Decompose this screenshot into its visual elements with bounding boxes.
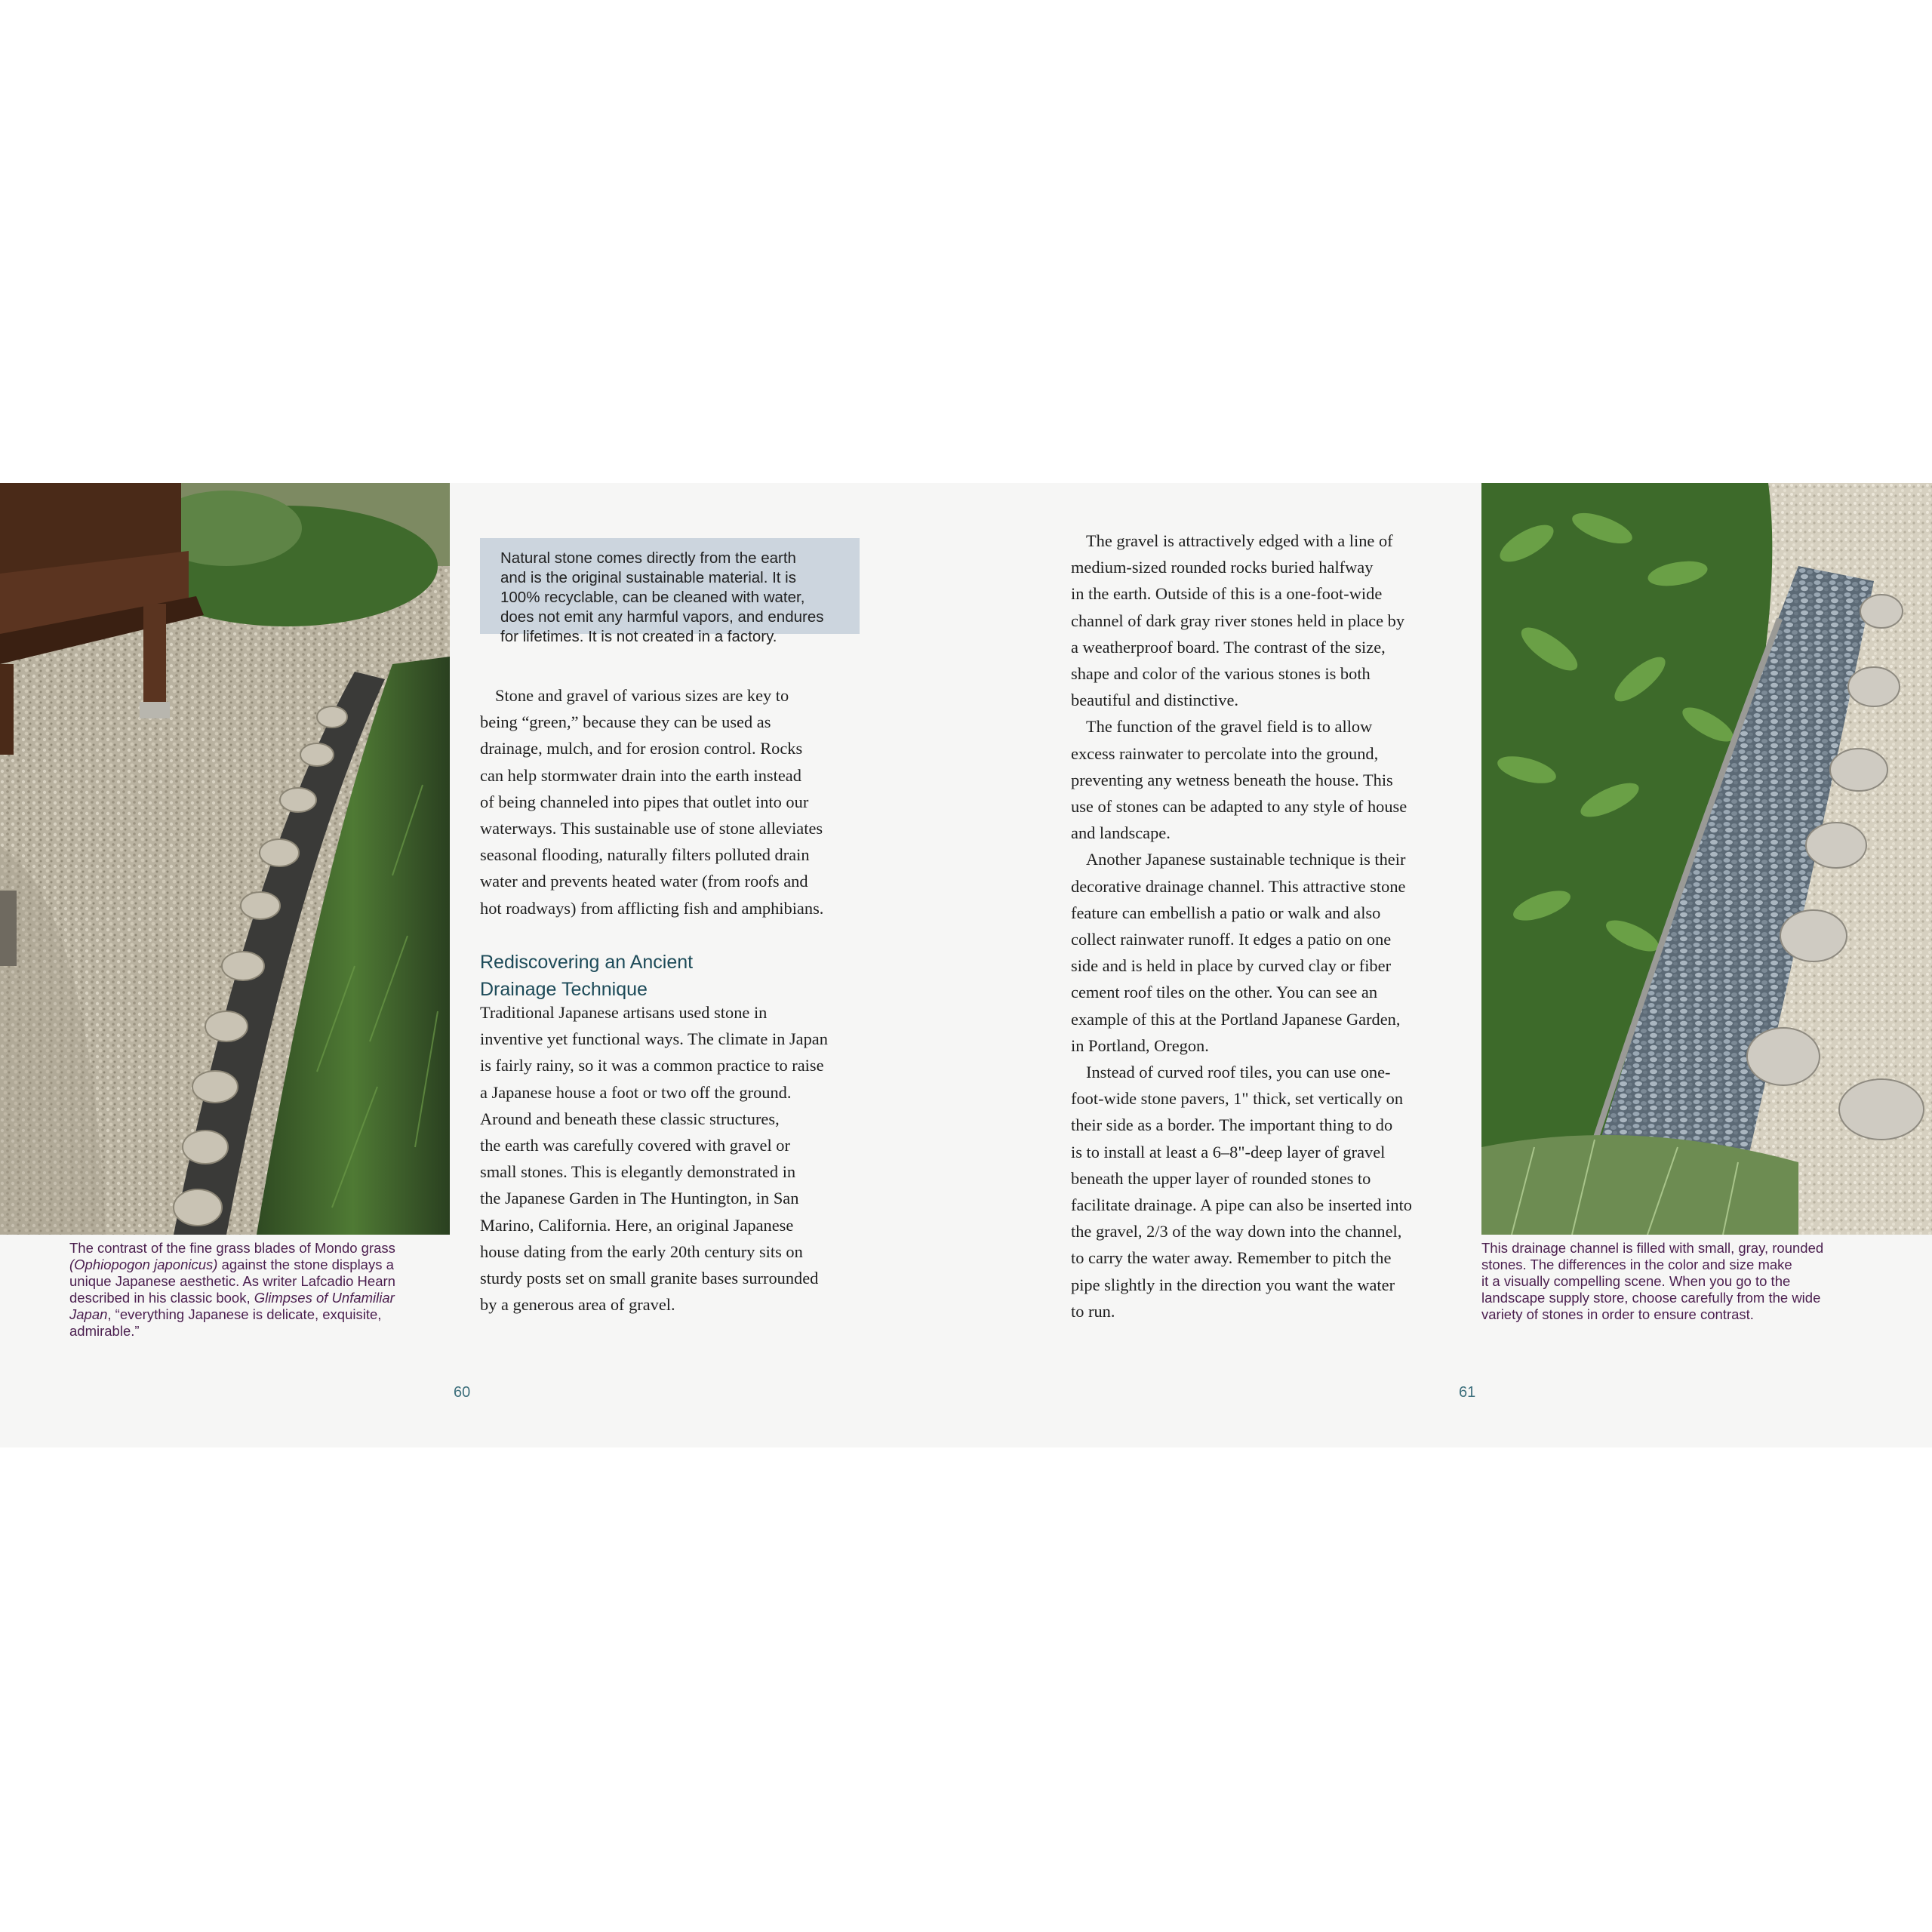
text-line: The function of the gravel field is to allow: [1086, 717, 1373, 737]
text-line: is fairly rainy, so it was a common practice to raise: [480, 1056, 824, 1075]
text-line: side and is held in place by curved clay or fiber: [1071, 956, 1392, 976]
text-line: shape and color of the various stones is both: [1071, 664, 1371, 684]
right-photo-caption: [1481, 1240, 1874, 1323]
sustainability-sidebar: [480, 538, 860, 645]
caption-text: , “everything Japanese is delicate, exquisite,: [107, 1306, 382, 1322]
caption-line: [69, 1306, 444, 1323]
drainage-channel-photo: [1481, 483, 1932, 1235]
caption-line: stones. The differences in the color and size make: [1481, 1257, 1792, 1272]
text-line: the earth was carefully covered with gravel or: [480, 1136, 790, 1155]
sidebar-line: does not emit any harmful vapors, and endures: [500, 608, 824, 626]
text-line: hot roadways) from afflicting fish and amphibians.: [480, 898, 824, 918]
text-line: in Portland, Oregon.: [1071, 1035, 1209, 1055]
left-body-text-2: [480, 999, 857, 1318]
caption-line: The contrast of the fine grass blades of Mondo grass: [69, 1240, 395, 1256]
text-line: their side as a border. The important thing to do: [1071, 1115, 1393, 1135]
text-line: Another Japanese sustainable technique is their: [1086, 850, 1406, 869]
page-number-left: 60: [454, 1384, 471, 1401]
text-line: pipe slightly in the direction you want the water: [1071, 1275, 1395, 1294]
sidebar-line: and is the original sustainable material. It is: [500, 569, 796, 586]
text-line: use of stones can be adapted to any style of house: [1071, 797, 1407, 817]
sidebar-line: for lifetimes. It is not created in a factory.: [500, 628, 777, 645]
text-line: to carry the water away. Remember to pitch the: [1071, 1248, 1392, 1268]
text-line: in the earth. Outside of this is a one-foot-wide: [1071, 584, 1383, 604]
heading-line: Rediscovering an Ancient: [480, 952, 694, 973]
text-line: sturdy posts set on small granite bases surrounded: [480, 1269, 819, 1288]
caption-line: [69, 1290, 444, 1306]
text-line: cement roof tiles on the other. You can see an: [1071, 983, 1378, 1002]
text-line: the gravel, 2/3 of the way down into the channel,: [1071, 1222, 1402, 1241]
caption-line: [69, 1257, 444, 1273]
caption-line: it a visually compelling scene. When you go to the: [1481, 1273, 1791, 1289]
text-line: water and prevents heated water (from roofs and: [480, 872, 808, 891]
left-body-text: [480, 682, 857, 921]
caption-text: against the stone displays a: [217, 1257, 394, 1272]
text-line: to run.: [1071, 1301, 1115, 1321]
caption-italic: Japan: [69, 1306, 108, 1322]
text-line: Around and beneath these classic structures,: [480, 1109, 780, 1128]
text-line: the Japanese Garden in The Huntington, in San: [480, 1189, 799, 1208]
text-line: beautiful and distinctive.: [1071, 691, 1238, 710]
text-line: Marino, California. Here, an original Japanese: [480, 1215, 794, 1235]
text-line: house dating from the early 20th century sits on: [480, 1241, 803, 1261]
caption-line: admirable.”: [69, 1323, 140, 1339]
caption-italic: Glimpses of Unfamiliar: [254, 1290, 395, 1306]
text-line: a weatherproof board. The contrast of the size,: [1071, 637, 1386, 657]
text-line: facilitate drainage. A pipe can also be inserted into: [1071, 1195, 1412, 1215]
text-line: channel of dark gray river stones held in place by: [1071, 611, 1405, 630]
text-line: being “green,” because they can be used as: [480, 712, 771, 732]
right-body-text: [1071, 528, 1448, 1324]
garden-gravel-photo: [0, 483, 450, 1235]
text-line: The gravel is attractively edged with a line of: [1086, 531, 1393, 550]
text-line: a Japanese house a foot or two off the ground.: [480, 1082, 792, 1102]
text-line: inventive yet functional ways. The climate in Japan: [480, 1029, 828, 1049]
caption-line: This drainage channel is filled with small, gray, rounded: [1481, 1240, 1824, 1256]
text-line: Stone and gravel of various sizes are key to: [495, 686, 789, 705]
sidebar-line: Natural stone comes directly from the earth: [500, 549, 796, 567]
page-number-right: 61: [1459, 1384, 1476, 1401]
caption-text: described in his classic book,: [69, 1290, 254, 1306]
text-line: small stones. This is elegantly demonstrated in: [480, 1162, 796, 1182]
paragraph: [480, 682, 857, 709]
text-line: collect rainwater runoff. It edges a patio on one: [1071, 930, 1392, 949]
text-line: beneath the upper layer of rounded stones to: [1071, 1168, 1371, 1188]
caption-italic: (Ophiopogon japonicus): [69, 1257, 218, 1272]
text-line: Instead of curved roof tiles, you can use one-: [1086, 1063, 1391, 1082]
sidebar-line: 100% recyclable, can be cleaned with water,: [500, 589, 805, 606]
section-heading: [480, 949, 827, 1003]
text-line: excess rainwater to percolate into the ground,: [1071, 743, 1379, 763]
text-line: of being channeled into pipes that outlet into our: [480, 792, 809, 811]
caption-line: landscape supply store, choose carefully from the wide: [1481, 1290, 1821, 1306]
text-line: preventing any wetness beneath the house. This: [1071, 770, 1393, 789]
caption-line: variety of stones in order to ensure contrast.: [1481, 1306, 1754, 1322]
text-line: feature can embellish a patio or walk and also: [1071, 903, 1381, 922]
text-line: is to install at least a 6–8"-deep layer of gravel: [1071, 1142, 1386, 1161]
text-line: foot-wide stone pavers, 1" thick, set vertically on: [1071, 1089, 1404, 1109]
text-line: example of this at the Portland Japanese Garden,: [1071, 1009, 1401, 1029]
heading-line: Drainage Technique: [480, 979, 648, 1000]
book-spread: [0, 483, 1932, 1447]
text-line: decorative drainage channel. This attractive stone: [1071, 876, 1406, 896]
left-photo-caption: [69, 1240, 444, 1340]
text-line: Traditional Japanese artisans used stone in: [480, 1003, 768, 1022]
caption-line: unique Japanese aesthetic. As writer Lafcadio Hearn: [69, 1273, 395, 1289]
text-line: by a generous area of gravel.: [480, 1295, 675, 1315]
text-line: seasonal flooding, naturally filters polluted drain: [480, 845, 810, 865]
text-line: and landscape.: [1071, 823, 1171, 843]
text-line: waterways. This sustainable use of stone alleviates: [480, 819, 823, 838]
text-line: can help stormwater drain into the earth instead: [480, 765, 801, 785]
text-line: medium-sized rounded rocks buried halfway: [1071, 558, 1374, 577]
text-line: drainage, mulch, and for erosion control. Rocks: [480, 739, 803, 758]
